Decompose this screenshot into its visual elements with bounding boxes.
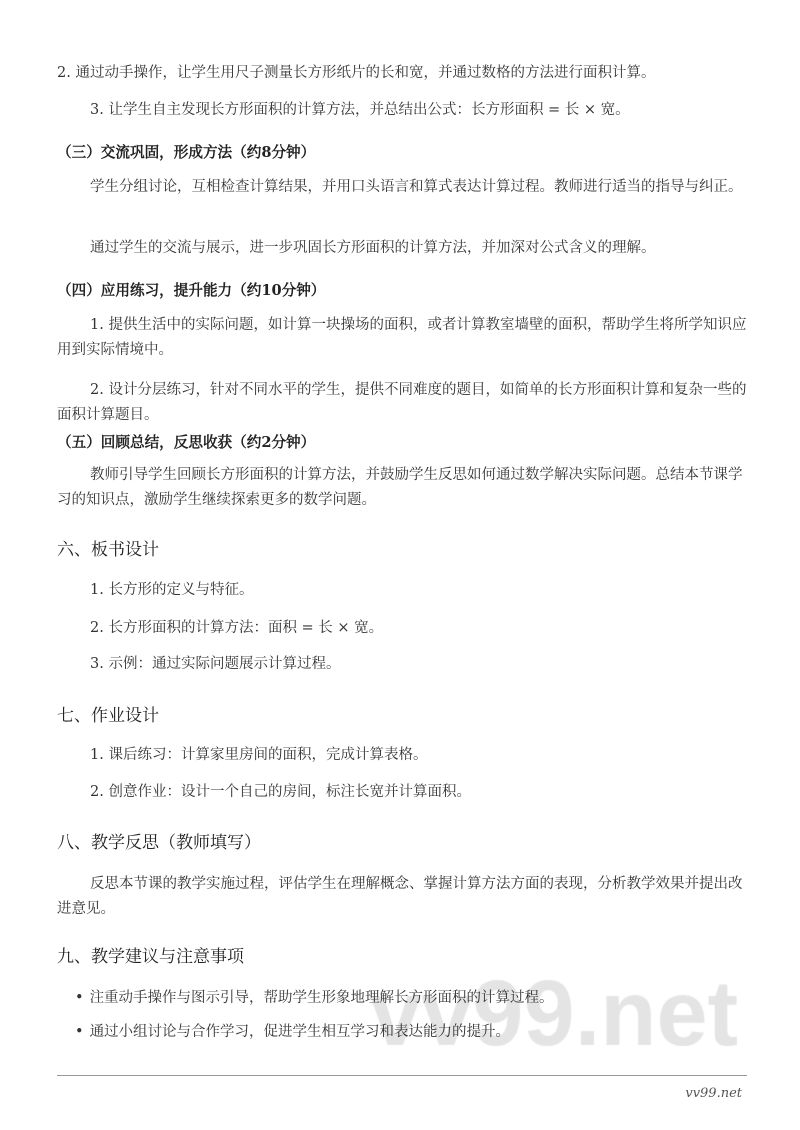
list-item: 2. 创意作业：设计一个自己的房间，标注长宽并计算面积。 [90,784,471,800]
bullet-item: • 注重动手操作与图示引导，帮助学生形象地理解长方形面积的计算过程。 [75,986,755,1011]
footer-site: vv99.net [685,1086,742,1101]
paragraph: 2. 通过动手操作，让学生用尺子测量长方形纸片的长和宽，并通过数格的方法进行面积计算。 [57,65,656,81]
chapter-heading: 六、板书设计 [57,540,159,560]
paragraph: 教师引导学生回顾长方形面积的计算方法，并鼓励学生反思如何通过数学解决实际问题。总结本节课学习的知识点，激励学生继续探索更多的数学问题。 [57,467,743,508]
list-item: 3. 示例：通过实际问题展示计算过程。 [90,656,341,672]
list-item: 1. 长方形的定义与特征。 [90,582,254,598]
section-heading: （三）交流巩固，形成方法（约8分钟） [57,144,316,161]
paragraph: 反思本节课的教学实施过程，评估学生在理解概念、掌握计算方法方面的表现，分析教学效果并提出改进意见。 [57,876,743,917]
chapter-heading: 七、作业设计 [57,706,159,726]
list-item: 1. 课后练习：计算家里房间的面积，完成计算表格。 [90,747,428,763]
footer-divider [57,1075,747,1076]
paragraph: 3. 让学生自主发现长方形面积的计算方法，并总结出公式：长方形面积 = 长 × 宽。 [90,102,630,118]
paragraph: 学生分组讨论，互相检查计算结果，并用口头语言和算式表达计算过程。教师进行适当的指导与纠正。 [90,179,743,195]
list-item: 2. 长方形面积的计算方法：面积 = 长 × 宽。 [90,620,384,636]
paragraph: 1. 提供生活中的实际问题，如计算一块操场的面积，或者计算教室墙壁的面积，帮助学生将所学知识应用到实际情境中。 [57,317,747,358]
section-heading: （四）应用练习，提升能力（约10分钟） [57,282,326,299]
chapter-heading: 八、教学反思（教师填写） [57,833,261,853]
section-heading: （五）回顾总结，反思收获（约2分钟） [57,434,316,451]
bullet-item: • 通过小组讨论与合作学习，促进学生相互学习和表达能力的提升。 [75,1020,755,1045]
paragraph: 2. 设计分层练习，针对不同水平的学生，提供不同难度的题目，如简单的长方形面积计算和复杂一些的面积计算题目。 [57,382,747,423]
chapter-heading: 九、教学建议与注意事项 [57,947,244,967]
paragraph: 通过学生的交流与展示，进一步巩固长方形面积的计算方法，并加深对公式含义的理解。 [90,240,656,256]
